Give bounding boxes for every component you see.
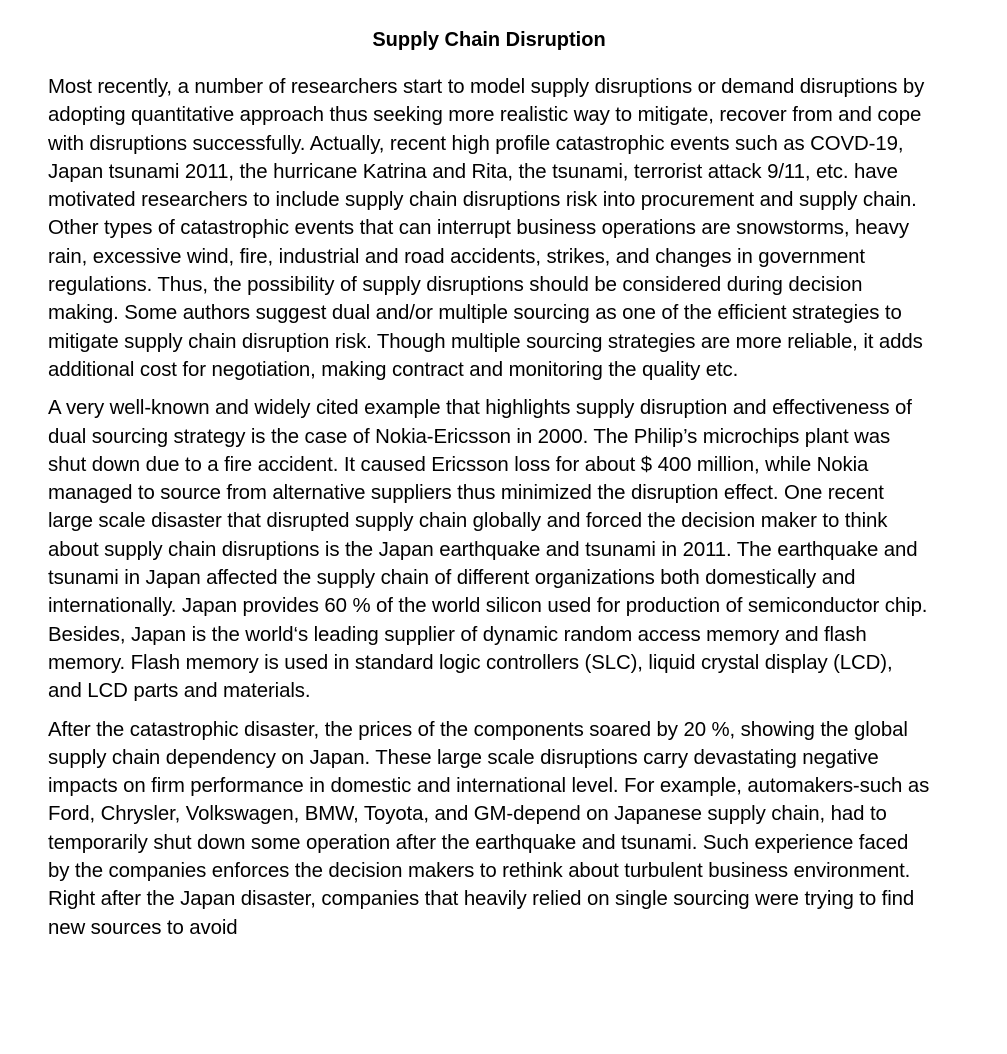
document-title: Supply Chain Disruption [372,29,606,51]
paragraph-2: A very well-known and widely cited example that highlights supply disruption and effectiveness of dual sourcing strategy is the case of Nokia-Ericsson in 2000. The Philip’s microchips plant was shut down due to a fire accident. It caused Ericsson loss for about $ 400 million, while Nokia managed to source from alternative suppliers thus minimized the disruption effect. One recent large scale disaster that disrupted supply chain globally and forced the decision maker to think about supply chain disruptions is the Japan earthquake and tsunami in 2011. The earthquake and tsunami in Japan affected the supply chain of different organizations both domestically and internationally. Japan provides 60 % of the world silicon used for production of semiconductor chip. Besides, Japan is the world‘s leading supplier of dynamic random access memory and flash memory. Flash memory is used in standard logic controllers (SLC), liquid crystal display (LCD), and LCD parts and materials. [48,397,928,703]
document-page [48,22,930,952]
paragraph-3: After the catastrophic disaster, the prices of the components soared by 20 %, showing the global supply chain dependency on Japan. These large scale disruptions carry devastating negative impacts on firm performance in domestic and international level. For example, automakers-such as Ford, Chrysler, Volkswagen, BMW, Toyota, and GM-depend on Japanese supply chain, had to temporarily shut down some operation after the earthquake and tsunami. Such experience faced by the companies enforces the decision makers to rethink about turbulent business environment. Right after the Japan disaster, companies that heavily relied on single sourcing were trying to find new sources to avoid [48,718,930,939]
paragraph-1: Most recently, a number of researchers start to model supply disruptions or demand disruptions by adopting quantitative approach thus seeking more realistic way to mitigate, recover from and cope with disruptions successfully. Actually, recent high profile catastrophic events such as COVD-19, Japan tsunami 2011, the hurricane Katrina and Rita, the tsunami, terrorist attack 9/11, etc. have motivated researchers to include supply chain disruptions risk into procurement and supply chain. Other types of catastrophic events that can interrupt business operations are snowstorms, heavy rain, excessive wind, fire, industrial and road accidents, strikes, and changes in government regulations. Thus, the possibility of supply disruptions should be considered during decision making. Some authors suggest dual and/or multiple sourcing as one of the efficient strategies to mitigate supply chain disruption risk. Though multiple sourcing strategies are more reliable, it adds additional cost for negotiation, making contract and monitoring the quality etc. [48,76,925,381]
